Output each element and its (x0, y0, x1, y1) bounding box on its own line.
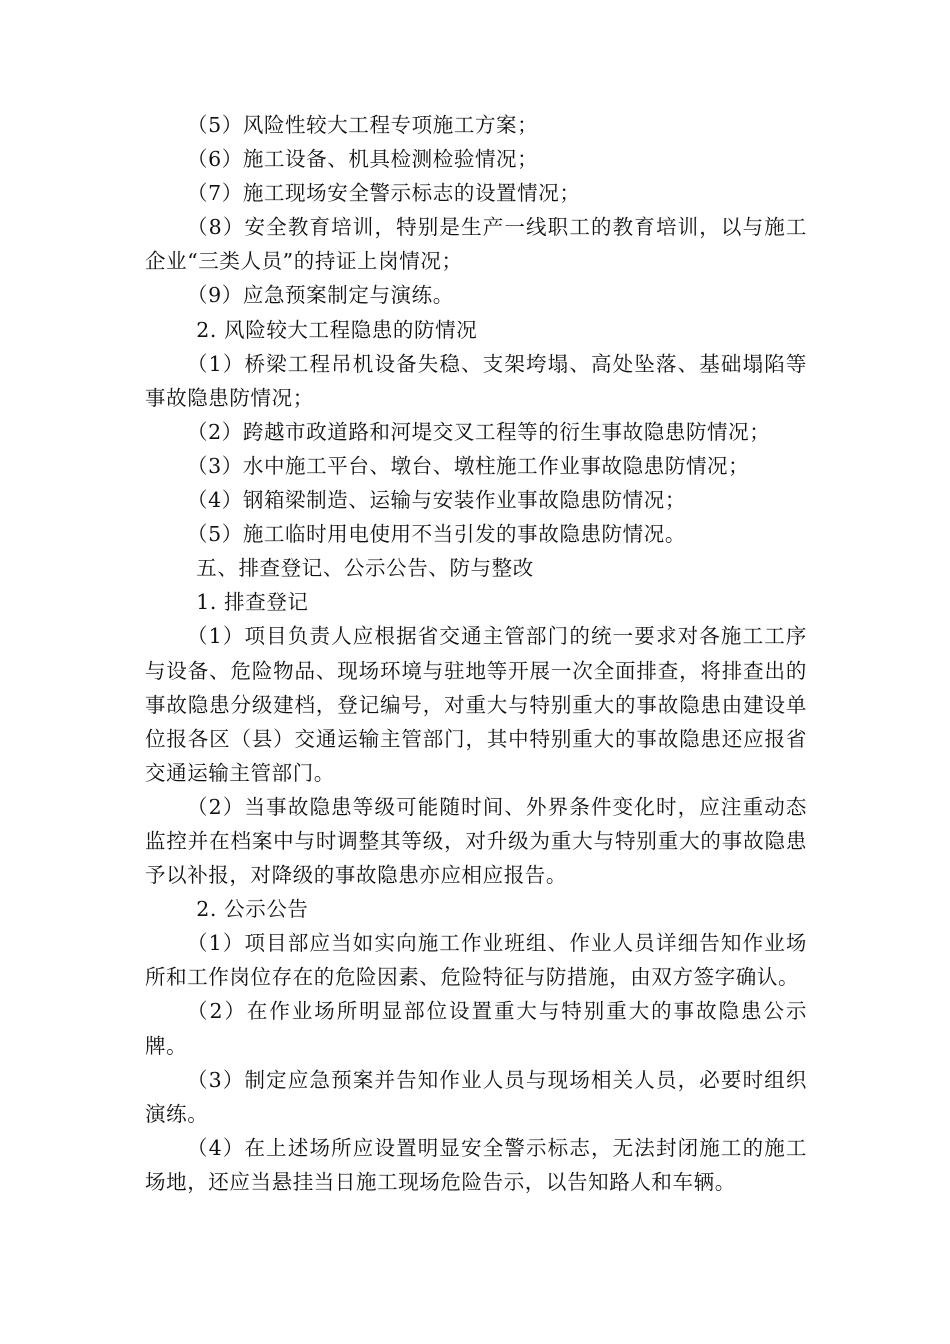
section-heading: 1. 排查登记 (196, 590, 309, 615)
list-item: （2）当事故隐患等级可能随时间、外界条件变化时，应注重动态监控并在档案中与时调整其等级，对升级为重大与特别重大的事故隐患予以补报，对降级的事故隐患亦应相应报告。 (145, 794, 807, 888)
list-item: （1）项目负责人应根据省交通主管部门的统一要求对各施工工序与设备、危险物品、现场环境与驻地等开展一次全面排查，将排查出的事故隐患分级建档，登记编号，对重大与特别重大的事故隐患由建设单位报各区（县）交通运输主管部门，其中特别重大的事故隐患还应报省交通运输主管部门。 (145, 624, 807, 785)
list-item: （5）施工临时用电使用不当引发的事故隐患防情况。 (187, 522, 686, 547)
list-item: （4）钢箱梁制造、运输与安装作业事故隐患防情况； (187, 488, 686, 513)
list-item: （3）水中施工平台、墩台、墩柱施工作业事故隐患防情况； (187, 453, 750, 478)
list-item: （9）应急预案制定与演练。 (187, 283, 454, 308)
document-body (145, 108, 807, 1199)
list-item: （4）在上述场所应设置明显安全警示标志，无法封闭施工的施工场地，还应当悬挂当日施工现场危险告示，以告知路人和车辆。 (145, 1135, 807, 1194)
section-heading: 2. 公示公告 (196, 897, 309, 922)
section-heading: 2. 风险较大工程隐患的防情况 (196, 317, 478, 342)
list-item: （7）施工现场安全警示标志的设置情况； (187, 181, 581, 206)
list-item: （1）桥梁工程吊机设备失稳、支架垮塌、高处坠落、基础塌陷等事故隐患防情况； (145, 351, 807, 410)
list-item: （8）安全教育培训，特别是生产一线职工的教育培训，以与施工企业“三类人员”的持证上岗情况； (145, 215, 807, 274)
list-item: （5）风险性较大工程专项施工方案； (187, 113, 539, 137)
list-item: （2）跨越市政道路和河堤交叉工程等的衍生事故隐患防情况； (187, 419, 771, 444)
list-item: （2）在作业场所明显部位设置重大与特别重大的事故隐患公示牌。 (145, 999, 807, 1058)
chapter-heading: 五、排查登记、公示公告、防与整改 (196, 556, 534, 581)
list-item: （6）施工设备、机具检测检验情况； (187, 147, 539, 172)
list-item: （1）项目部应当如实向施工作业班组、作业人员详细告知作业场所和工作岗位存在的危险因素、危险特征与防措施，由双方签字确认。 (145, 931, 807, 990)
list-item: （3）制定应急预案并告知作业人员与现场相关人员，必要时组织演练。 (145, 1067, 807, 1126)
